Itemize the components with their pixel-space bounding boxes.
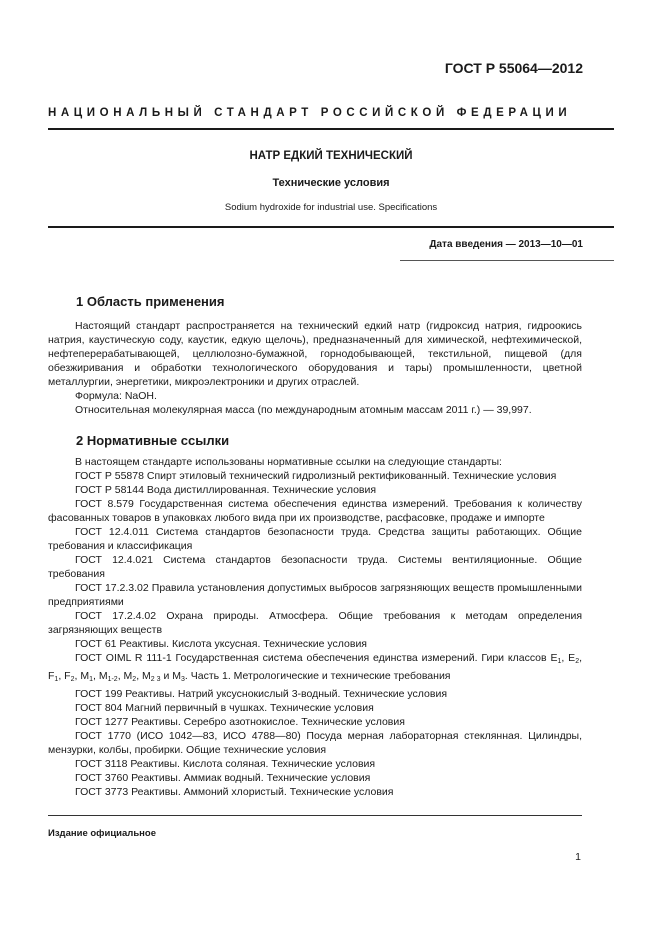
- ref-item: ГОСТ 61 Реактивы. Кислота уксусная. Технические условия: [75, 638, 367, 650]
- oiml-part: . Часть 1. Метрологические и технические требования: [184, 670, 451, 682]
- formula-line: Формула: NaOH.: [75, 390, 157, 402]
- date-rule: [400, 260, 614, 261]
- ref-item: ГОСТ 3773 Реактивы. Аммоний хлористый. Технические условия: [75, 786, 394, 798]
- document-subtitle: Технические условия: [272, 177, 390, 189]
- oiml-tail: и М: [163, 670, 181, 682]
- section-2-heading: 2 Нормативные ссылки: [76, 433, 230, 448]
- document-title: НАТР ЕДКИЙ ТЕХНИЧЕСКИЙ: [249, 150, 413, 162]
- title-rule: [48, 226, 614, 228]
- scope-paragraph: Настоящий стандарт распространяется на технический едкий натр (гидроксид натрия, гидроокись натрия, каустическую соду, каустик, едкую щелочь), предназначенный для химической, нефтехимической, нефтеперерабатывающей, целлюлозно-бумажной, горнодобывающей, текстильной, пищевой (для обезжиривания и обработки технологического оборудования и тары) промышленности, цветной металлургии, энергетики, микроэлектроники и других отраслей.: [48, 320, 582, 388]
- edition-label: Издание официальное: [48, 828, 156, 839]
- ref-item: ГОСТ 1277 Реактивы. Серебро азотнокислое. Технические условия: [75, 716, 405, 728]
- ref-item: ГОСТ 3760 Реактивы. Аммиак водный. Технические условия: [75, 772, 371, 784]
- national-standard-heading: НАЦИОНАЛЬНЫЙ СТАНДАРТ РОССИЙСКОЙ ФЕДЕРАЦИИ: [48, 107, 572, 119]
- ref-item: ГОСТ 12.4.021 Система стандартов безопасности труда. Системы вентиляционные. Общие требования: [48, 554, 582, 580]
- ref-item: ГОСТ 3118 Реактивы. Кислота соляная. Технические условия: [75, 758, 376, 770]
- page-number: 1: [575, 851, 581, 863]
- ref-item: ГОСТ 17.2.4.02 Охрана природы. Атмосфера. Общие требования к методам определения загрязняющих веществ: [48, 610, 582, 636]
- ref-item: ГОСТ Р 55878 Спирт этиловый технический гидролизный ректификованный. Технические условия: [75, 470, 557, 482]
- ref-item: ГОСТ 8.579 Государственная система обеспечения единства измерений. Требования к количеству фасованных товаров в упаковках любого вида при их производстве, расфасовке, продаже и импорте: [48, 498, 582, 524]
- refs-intro: В настоящем стандарте использованы нормативные ссылки на следующие стандарты:: [75, 456, 502, 468]
- introduction-date: Дата введения — 2013—10—01: [429, 239, 583, 250]
- english-title: Sodium hydroxide for industrial use. Specifications: [224, 202, 438, 213]
- ref-item: ГОСТ 12.4.011 Система стандартов безопасности труда. Средства защиты работающих. Общие требования и классификация: [48, 526, 582, 552]
- gost-code: ГОСТ Р 55064—2012: [444, 60, 583, 76]
- oiml-ref-text: ГОСТ OIML R 111-1 Государственная система обеспечения единства измерений. Гири классов: [75, 652, 547, 664]
- ref-item-oiml: ГОСТ OIML R 111-1 Государственная система обеспечения единства измерений. Гири классов $E_1$, $E_2$, $F_1$, $F_2$, $M_1$, $M_{1-2}$, $M_2$, $M_{2 3}$ и $М_3$. Часть 1. Метрологические и технические требования: [48, 652, 583, 683]
- ref-item: ГОСТ 199 Реактивы. Натрий уксуснокислый 3-водный. Технические условия: [75, 688, 448, 700]
- ref-item: ГОСТ 1770 (ИСО 1042—83, ИСО 4788—80) Посуда мерная лабораторная стеклянная. Цилиндры, мензурки, колбы, пробирки. Общие технические условия: [48, 730, 582, 756]
- section-2-body: [48, 455, 582, 799]
- ref-item: ГОСТ 17.2.3.02 Правила установления допустимых выбросов загрязняющих веществ промышленными предприятиями: [48, 582, 582, 608]
- molecular-mass-line: Относительная молекулярная масса (по международным атомным массам 2011 г.) — 39,997.: [75, 404, 532, 416]
- footer-rule: [48, 815, 582, 816]
- top-rule: [48, 128, 614, 130]
- section-1-body: [48, 319, 582, 417]
- ref-item: ГОСТ Р 58144 Вода дистиллированная. Технические условия: [75, 484, 377, 496]
- ref-item: ГОСТ 804 Магний первичный в чушках. Технические условия: [75, 702, 374, 714]
- section-1-heading: 1 Область применения: [76, 294, 225, 309]
